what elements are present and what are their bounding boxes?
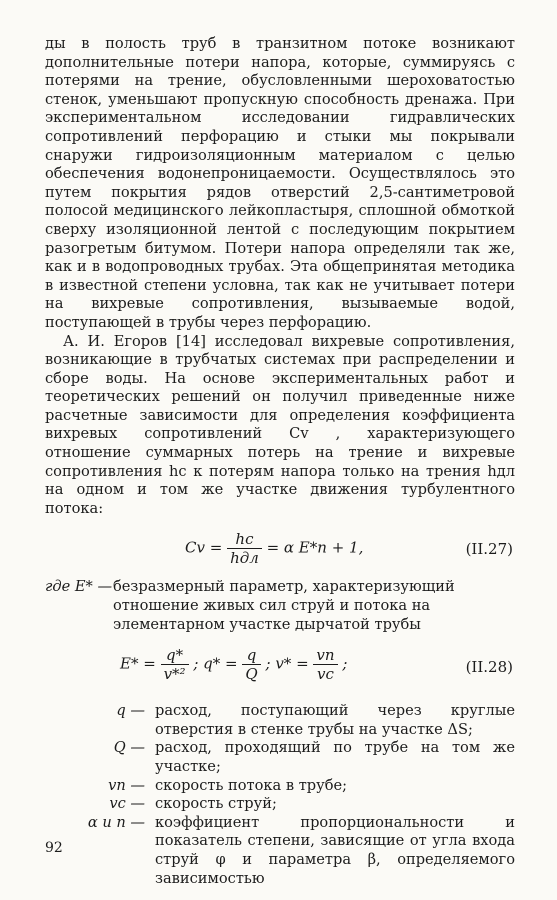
fraction-numerator: vп — [313, 646, 337, 665]
formula-a-lhs: E* = — [120, 654, 156, 673]
where-definition — [45, 578, 515, 634]
fraction-denominator: Q — [245, 665, 258, 684]
definition-item — [45, 777, 515, 796]
definition-symbol: vс — — [109, 795, 145, 813]
formula-tail: ; — [342, 654, 348, 673]
equation-number: (II.28) — [465, 658, 513, 677]
definition-symbol: q — — [116, 702, 145, 720]
equation-number: (II.27) — [465, 540, 513, 559]
definition-item — [45, 702, 515, 739]
formula-b-lhs: ; q* = — [193, 654, 238, 673]
definition-item — [45, 739, 515, 776]
page-number: 92 — [45, 840, 63, 856]
formula-ii-28 — [45, 646, 515, 692]
definition-text: скорость потока в трубе; — [155, 776, 348, 794]
paragraph-1: ды в полость труб в транзитном потоке возникают дополнительные потери напора, которые, суммируясь с потерями на трение, обусловленными шероховатостью стенок, уменьшают пропускную способность дренажа. При экспериментальном исследовании гидравлических сопротивлений перфорацию и стыки мы покрывали снаружи гидроизоляционным материалом с целью обеспечения водонепроницаемости. Осуществлялось это путем покрытия рядов отверстий 2,5-сантиметровой полосой медицинского лейкопластыря, сплошной обмоткой сверху изоляционной лентой с последующим покрытием разогретым битумом. Потери напора определяли так же, как и в водопроводных трубах. Эта общепринятая методика в известной степени условна, так как не учитывает потери на вихревые сопротивления, вызываемые водой, поступающей в трубы через перфорацию. — [45, 35, 515, 331]
page-body — [45, 35, 515, 888]
definition-item — [45, 814, 515, 888]
fraction-denominator: vс — [317, 665, 334, 684]
formula-ii-28-expression — [120, 646, 347, 683]
formula-c-fraction — [313, 646, 337, 683]
definition-symbol: α и n — — [87, 813, 145, 831]
formula-b-fraction — [242, 646, 260, 683]
formula-ii-27-expression — [185, 530, 363, 567]
formula-rhs: = α E*n + 1, — [266, 538, 364, 557]
fraction-numerator: q* — [161, 646, 189, 665]
formula-c-lhs: ; v* = — [265, 654, 309, 673]
definition-item — [45, 795, 515, 814]
fraction-numerator: q — [242, 646, 260, 665]
formula-ii-27 — [45, 528, 515, 570]
where-symbol: где E* — — [45, 578, 113, 596]
definition-text: расход, проходящий по трубе на том же участке; — [155, 739, 515, 775]
paragraph-2: А. И. Егоров [14] исследовал вихревые сопротивления, возникающие в трубчатых системах при распределении и сборе воды. На основе экспериментальных работ и теоретических решений он получил приведенные ниже расчетные зависимости для определения коэффициента вихревых сопротивлений Cv , характеризующего отношение суммарных потерь на трение и вихревые сопротивления hс к потерям напора только на трения hдл на одном и том же участке движения турбулентного потока: — [45, 332, 515, 517]
where-text: безразмерный параметр, характеризующий отношение живых сил струй и потока на элементарном участке дырчатой трубы — [113, 578, 455, 633]
fraction-numerator: hс — [227, 530, 262, 549]
definition-text: скорость струй; — [155, 795, 277, 813]
formula-fraction — [227, 530, 262, 567]
definition-text: коэффициент пропорциональности и показатель степени, зависящие от угла входа струй φ и параметра β, определяемого зависимостью — [155, 813, 515, 887]
definitions-list — [45, 702, 515, 888]
definition-text: расход, поступающий через круглые отверстия в стенке трубы на участке ΔS; — [155, 702, 515, 738]
fraction-denominator: v*² — [163, 665, 186, 684]
formula-a-fraction — [161, 646, 189, 683]
fraction-denominator: hдл — [230, 549, 259, 568]
formula-lhs: Cv = — [185, 538, 223, 557]
definition-symbol: vп — — [108, 776, 145, 794]
definition-symbol: Q — — [113, 739, 145, 757]
